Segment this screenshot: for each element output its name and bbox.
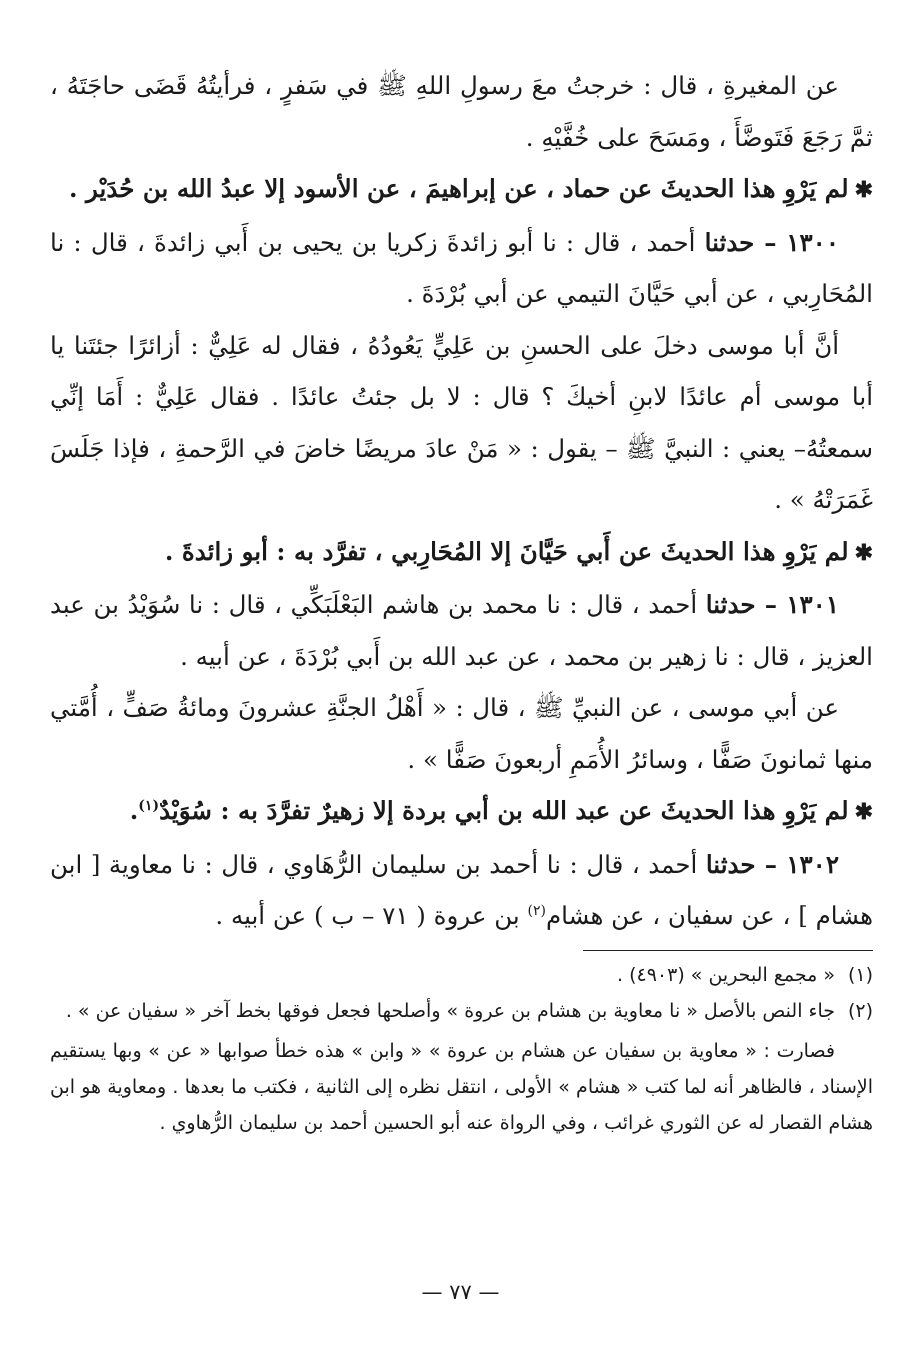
- editor-note-3: [50, 785, 873, 839]
- page-number: — ٧٧ —: [421, 1280, 500, 1304]
- hadith-1300-isnad-text: أحمد ، قال : نا أبو زائدةَ زكريا بن يحيى بن أَبي زائدةَ ، قال : نا المُحَارِبي ، عن أبي حَيَّانَ التيمي عن أبي بُرْدَةَ .: [50, 227, 873, 308]
- main-text: [50, 60, 873, 942]
- hadith-1302-isnad-text-a: أحمد ، قال : نا أحمد بن سليمان الرُّهَاوي ، قال : نا معاوية [ ابن هشام ] ، عن سفيان ، عن هشام: [50, 849, 873, 930]
- editor-note-3-text: لم يَرْوِ هذا الحديثَ عن عبد الله بن أبي بردة إلا زهيرٌ تفرَّدَ به : سُوَيْدٌ: [159, 796, 849, 825]
- hadith-1300-isnad: [50, 217, 873, 320]
- footnote-divider: [583, 950, 873, 951]
- hadith-number-1300: ١٣٠٠ – حدثنا: [704, 227, 839, 257]
- footnote-2: [50, 993, 873, 1029]
- footnote-ref-1: (١): [138, 797, 160, 814]
- footnotes: [50, 957, 873, 1141]
- editor-note-3-end: .: [129, 796, 139, 825]
- hadith-text-1299: [50, 60, 873, 163]
- star-icon: ✱: [854, 539, 873, 566]
- hadith-1302-isnad-text-b: بن عروة ( ٧١ – ب ) عن أبيه .: [215, 901, 528, 930]
- hadith-1301-isnad-text: أحمد ، قال : نا محمد بن هاشم البَعْلَبَكِّي ، قال : نا سُوَيْدُ بن عبد العزيز ، قال : نا زهير بن محمد ، عن عبد الله بن أَبي بُرْدَةَ ، عن أبيه .: [50, 590, 873, 671]
- hadith-text-1300-content: أنَّ أبا موسى دخلَ على الحسنِ بن عَلِيٍّ يَعُودُهُ ، فقال له عَلِيٌّ : أزائرًا جئتَنا يا أبا موسى أم عائدًا لابنِ أخيكَ ؟ قال : لا بل جئتُ عائدًا . فقال عَلِيٌّ : أَمَا إنِّي سمعتُهُ– يعني : النبيَّ ﷺ – يقول : « مَنْ عادَ مريضًا خاضَ في الرَّحمةِ ، فإذا جَلَسَ غَمَرَتْهُ » .: [50, 330, 873, 514]
- hadith-text-1301: [50, 682, 873, 785]
- footnote-2-mark: (٢): [847, 999, 873, 1022]
- editor-note-2-text: لم يَرْوِ هذا الحديثَ عن أَبي حَيَّانَ إلا المُحَارِبي ، تفرَّد به : أبو زائدةَ .: [164, 536, 849, 566]
- footnote-ref-2: (٢): [527, 902, 546, 919]
- hadith-1302-isnad: [50, 839, 873, 942]
- footnote-2-continuation: فصارت : « معاوية بن سفيان عن هشام بن عروة » « وابن » هذه خطأ صوابها « عن » وبها يستقيم الإسناد ، فالظاهر أنه لما كتب « هشام » الأولى ، انتقل نظره إلى الثانية ، فكتب ما بعدها . ومعاوية هو ابن هشام القصار له عن الثوري غرائب ، وفي الرواة عنه أبو الحسين أحمد بن سليمان الرُّهاوي .: [50, 1039, 873, 1134]
- editor-note-1: [50, 163, 873, 217]
- hadith-text-1301-content: عن أبي موسى ، عن النبيِّ ﷺ ، قال : « أَهْلُ الجنَّةِ عشرونَ ومائةُ صَفٍّ ، أُمَّتي منها ثمانونَ صَفًّا ، وسائرُ الأُمَمِ أربعونَ صَفًّا » .: [50, 693, 873, 774]
- footnote-1: [50, 957, 873, 993]
- footnote-1-mark: (١): [847, 963, 873, 986]
- star-icon: ✱: [854, 799, 873, 825]
- footnote-2-text: جاء النص بالأصل « نا معاوية بن هشام بن عروة » وأصلحها فجعل فوقها بخط آخر « سفيان عن » .: [65, 999, 835, 1022]
- editor-note-1-text: لم يَرْوِ هذا الحديثَ عن حماد ، عن إبراهيمَ ، عن الأسود إلا عبدُ الله بن حُدَيْر .: [68, 174, 849, 203]
- editor-note-2: [50, 526, 873, 580]
- footnote-1-text: « مجمع البحرين » (٤٩٠٣) .: [617, 963, 835, 986]
- hadith-text-1299-content: عن المغيرةِ ، قال : خرجتُ معَ رسولِ اللهِ ﷺ في سَفرٍ ، فرأيتُهُ قَضَى حاجَتَهُ ، ثمَّ رَجَعَ فَتَوضَّأَ ، ومَسَحَ على خُفَّيْهِ .: [50, 71, 873, 152]
- star-icon: ✱: [854, 177, 873, 203]
- hadith-1301-isnad: [50, 579, 873, 682]
- hadith-number-1301: ١٣٠١ – حدثنا: [705, 590, 839, 619]
- hadith-text-1300: [50, 320, 873, 526]
- hadith-number-1302: ١٣٠٢ – حدثنا: [705, 849, 839, 879]
- page: [50, 60, 873, 1368]
